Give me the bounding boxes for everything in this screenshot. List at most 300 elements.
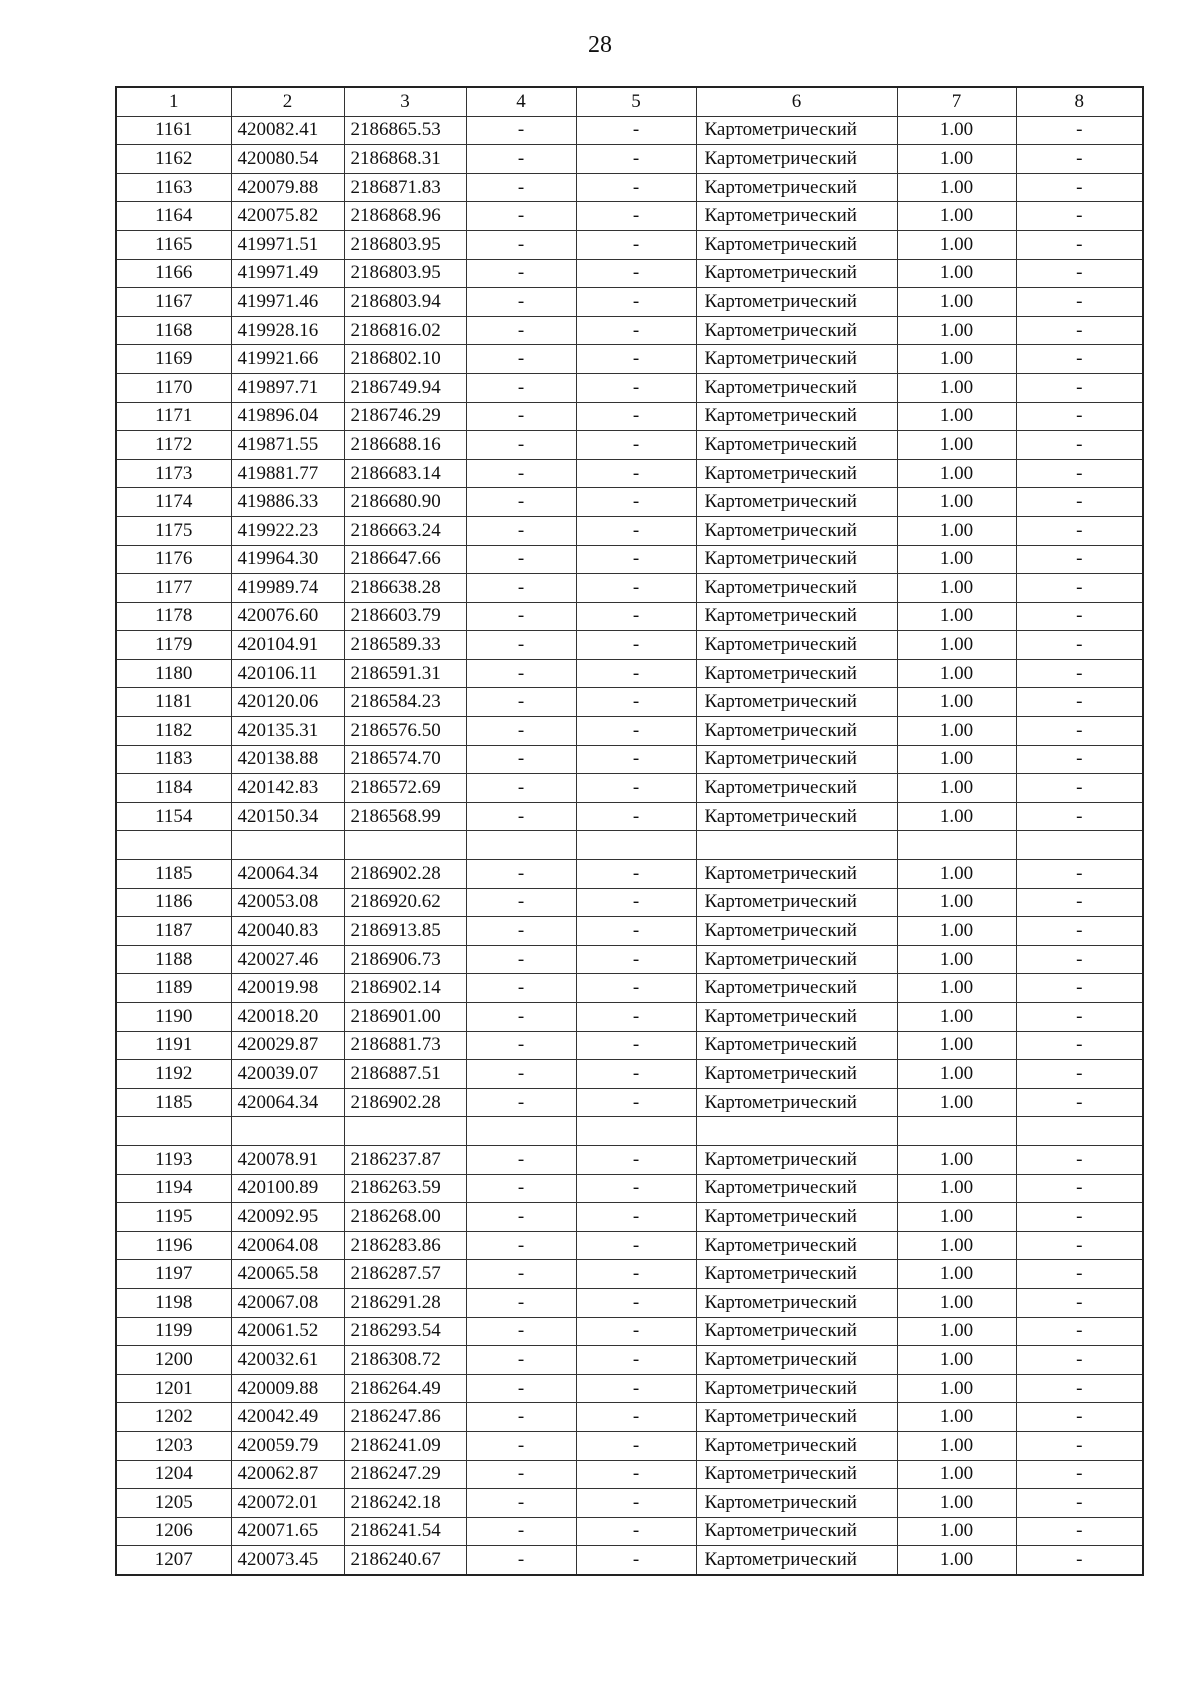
table-cell: 1.00 [897,888,1016,917]
table-cell: 1.00 [897,1031,1016,1060]
table-cell: - [1016,316,1143,345]
table-cell: 2186647.66 [344,545,466,574]
table-cell [1016,1117,1143,1146]
table-cell: 420042.49 [231,1403,344,1432]
table-cell: Картометрический [696,431,897,460]
table-cell: 420078.91 [231,1145,344,1174]
table-cell: - [576,545,696,574]
table-cell: Картометрический [696,1517,897,1546]
table-cell: 2186816.02 [344,316,466,345]
table-cell: 2186868.96 [344,202,466,231]
table-cell: Картометрический [696,1174,897,1203]
table-cell: 2186591.31 [344,659,466,688]
table-cell: - [466,974,576,1003]
table-cell: Картометрический [696,659,897,688]
table-cell: Картометрический [696,888,897,917]
table-cell: 419971.46 [231,288,344,317]
table-cell: 1201 [116,1374,231,1403]
column-header: 3 [344,87,466,116]
table-cell: - [1016,888,1143,917]
table-cell: Картометрический [696,459,897,488]
table-cell: - [1016,259,1143,288]
table-cell: - [576,1431,696,1460]
table-cell: 2186887.51 [344,1060,466,1089]
table-cell: 1.00 [897,373,1016,402]
table-row [116,1288,1143,1317]
column-header: 8 [1016,87,1143,116]
table-cell: 1.00 [897,1517,1016,1546]
table-cell: 1.00 [897,1403,1016,1432]
table-row [116,1003,1143,1032]
table-cell: 1.00 [897,1088,1016,1117]
table-cell: 420064.34 [231,1088,344,1117]
table-cell: 420032.61 [231,1346,344,1375]
table-cell: 2186584.23 [344,688,466,717]
table-cell: Картометрический [696,688,897,717]
table-cell: 419896.04 [231,402,344,431]
table-cell: 419989.74 [231,574,344,603]
table-cell: 1.00 [897,1346,1016,1375]
table-cell: - [466,717,576,746]
table-cell: - [1016,431,1143,460]
table-cell: 2186264.49 [344,1374,466,1403]
table-cell: 420040.83 [231,917,344,946]
table-cell: - [576,1374,696,1403]
table-row [116,1031,1143,1060]
table-row [116,373,1143,402]
table-row [116,688,1143,717]
table-cell: - [466,316,576,345]
table-cell: - [576,888,696,917]
table-cell: Картометрический [696,1317,897,1346]
table-cell: 1.00 [897,574,1016,603]
table-cell: - [576,288,696,317]
table-cell: - [1016,230,1143,259]
column-header: 7 [897,87,1016,116]
table-cell [576,1117,696,1146]
table-row [116,402,1143,431]
table-cell: 2186576.50 [344,717,466,746]
table-cell: 1193 [116,1145,231,1174]
table-cell: 420082.41 [231,116,344,145]
table-row [116,1317,1143,1346]
table-cell: Картометрический [696,488,897,517]
table-row [116,659,1143,688]
table-cell: - [1016,1203,1143,1232]
table-cell: 1.00 [897,516,1016,545]
table-cell: Картометрический [696,516,897,545]
table-cell: - [466,1317,576,1346]
table-cell: - [466,202,576,231]
table-cell: - [576,1231,696,1260]
table-cell: - [1016,459,1143,488]
table-cell: 420138.88 [231,745,344,774]
table-cell: - [1016,1231,1143,1260]
table-cell: - [466,860,576,889]
table-cell: - [466,745,576,774]
table-cell [231,1117,344,1146]
table-cell: - [466,1288,576,1317]
table-cell: - [1016,1546,1143,1575]
table-cell: 1171 [116,402,231,431]
table-row [116,602,1143,631]
table-row [116,145,1143,174]
table-row [116,1203,1143,1232]
table-cell: - [1016,1431,1143,1460]
table-cell: - [576,1145,696,1174]
table-cell: Картометрический [696,1260,897,1289]
table-cell: - [466,1203,576,1232]
table-cell: - [466,488,576,517]
table-cell [897,831,1016,860]
table-cell: - [576,373,696,402]
table-cell: 420079.88 [231,173,344,202]
table-cell: - [1016,545,1143,574]
table-cell: - [576,116,696,145]
table-cell: 1.00 [897,345,1016,374]
table-cell: - [576,1260,696,1289]
table-cell: 1195 [116,1203,231,1232]
table-cell: 2186572.69 [344,774,466,803]
table-cell: 2186902.14 [344,974,466,1003]
table-cell: Картометрический [696,316,897,345]
table-cell: 420080.54 [231,145,344,174]
table-cell: 420064.34 [231,860,344,889]
table-cell: - [1016,631,1143,660]
table-cell: - [1016,745,1143,774]
table-cell: - [1016,602,1143,631]
table-cell: 2186802.10 [344,345,466,374]
table-cell: 420061.52 [231,1317,344,1346]
table-cell: - [466,1088,576,1117]
column-header: 1 [116,87,231,116]
table-cell: 1207 [116,1546,231,1575]
table-cell: 1.00 [897,1431,1016,1460]
table-cell: - [1016,1003,1143,1032]
table-cell: 1173 [116,459,231,488]
table-row [116,888,1143,917]
table-cell: 419886.33 [231,488,344,517]
table-cell: 2186871.83 [344,173,466,202]
table-cell: - [576,917,696,946]
table-cell: - [466,1403,576,1432]
table-cell: - [576,402,696,431]
table-cell: - [576,1546,696,1575]
table-row [116,173,1143,202]
table-cell: 2186268.00 [344,1203,466,1232]
table-cell: 1154 [116,802,231,831]
table-cell: 420104.91 [231,631,344,660]
table-cell: - [1016,1489,1143,1518]
table-row [116,745,1143,774]
table-cell: 1.00 [897,1203,1016,1232]
table-cell: 1.00 [897,459,1016,488]
table-cell: 1.00 [897,402,1016,431]
table-row [116,802,1143,831]
table-cell: - [576,602,696,631]
table-spacer-row [116,1117,1143,1146]
table-cell: 2186589.33 [344,631,466,660]
table-cell: Картометрический [696,1374,897,1403]
table-cell: - [576,802,696,831]
table-cell: - [1016,202,1143,231]
table-cell: - [576,1317,696,1346]
table-cell: 1168 [116,316,231,345]
table-cell: - [576,431,696,460]
table-cell: 419921.66 [231,345,344,374]
table-cell: 1172 [116,431,231,460]
table-cell: 1203 [116,1431,231,1460]
table-cell: Картометрический [696,1403,897,1432]
table-cell: Картометрический [696,945,897,974]
table-cell: 2186865.53 [344,116,466,145]
table-cell: 420009.88 [231,1374,344,1403]
table-cell: - [576,688,696,717]
table-cell: 1.00 [897,230,1016,259]
table-cell: - [576,516,696,545]
table-cell [696,1117,897,1146]
table-cell: - [466,402,576,431]
table-cell: - [466,516,576,545]
table-cell: Картометрический [696,230,897,259]
table-cell: 2186881.73 [344,1031,466,1060]
table-cell [466,1117,576,1146]
table-cell: - [466,459,576,488]
table-cell: 1.00 [897,717,1016,746]
table-header-row [116,87,1143,116]
table-cell: 420067.08 [231,1288,344,1317]
table-cell: - [576,1060,696,1089]
table-cell: - [466,288,576,317]
table-cell: 420039.07 [231,1060,344,1089]
table-cell: - [466,574,576,603]
table-cell: 1166 [116,259,231,288]
table-cell: 1.00 [897,1145,1016,1174]
table-cell: 1185 [116,1088,231,1117]
table-cell: - [1016,1288,1143,1317]
table-cell: 1194 [116,1174,231,1203]
table-cell: 1198 [116,1288,231,1317]
table-cell: Картометрический [696,373,897,402]
table-cell: - [576,631,696,660]
table-row [116,574,1143,603]
table-cell: 1184 [116,774,231,803]
table-cell: - [576,774,696,803]
table-cell: 2186237.87 [344,1145,466,1174]
table-cell: 420062.87 [231,1460,344,1489]
table-cell: - [576,202,696,231]
table-cell: 2186291.28 [344,1288,466,1317]
table-cell: - [576,1489,696,1518]
table-cell: - [1016,288,1143,317]
table-cell [1016,831,1143,860]
table-cell: - [576,717,696,746]
table-cell: 1.00 [897,173,1016,202]
table-cell: 2186663.24 [344,516,466,545]
column-header: 2 [231,87,344,116]
table-cell: - [466,1517,576,1546]
table-cell: 1.00 [897,1460,1016,1489]
table-row [116,1231,1143,1260]
table-cell: 1.00 [897,1060,1016,1089]
table-cell: - [576,1288,696,1317]
table-cell: 419871.55 [231,431,344,460]
table-cell: 1.00 [897,860,1016,889]
table-cell [576,831,696,860]
table-row [116,1088,1143,1117]
table-cell [344,1117,466,1146]
table-cell: 1196 [116,1231,231,1260]
table-cell: 1.00 [897,802,1016,831]
table-cell [344,831,466,860]
table-row [116,202,1143,231]
table-cell: 1187 [116,917,231,946]
table-cell: 1.00 [897,545,1016,574]
table-cell: 2186308.72 [344,1346,466,1375]
table-cell: - [1016,1374,1143,1403]
table-cell: - [576,1203,696,1232]
table-cell: 1.00 [897,288,1016,317]
column-header: 4 [466,87,576,116]
table-cell: - [576,1403,696,1432]
table-cell: 2186901.00 [344,1003,466,1032]
table-cell: 1.00 [897,202,1016,231]
table-cell: - [466,602,576,631]
table-cell: Картометрический [696,345,897,374]
table-row [116,259,1143,288]
table-cell: 1206 [116,1517,231,1546]
table-cell: - [1016,1460,1143,1489]
table-row [116,1374,1143,1403]
table-cell: 2186240.67 [344,1546,466,1575]
table-cell: 2186287.57 [344,1260,466,1289]
table-cell: Картометрический [696,1489,897,1518]
table-row [116,116,1143,145]
table-cell: Картометрический [696,802,897,831]
table-row [116,974,1143,1003]
table-cell: - [576,488,696,517]
table-cell: 1.00 [897,1174,1016,1203]
table-cell: - [576,659,696,688]
table-cell: - [1016,1260,1143,1289]
table-cell: - [1016,774,1143,803]
table-cell: - [1016,1517,1143,1546]
table-cell: 2186247.86 [344,1403,466,1432]
table-cell: 1162 [116,145,231,174]
column-header: 5 [576,87,696,116]
table-cell: - [1016,402,1143,431]
table-cell: - [466,631,576,660]
table-cell: - [576,1174,696,1203]
table-cell: 1181 [116,688,231,717]
table-cell: 419964.30 [231,545,344,574]
table-cell [466,831,576,860]
table-cell: - [576,259,696,288]
table-cell: 2186913.85 [344,917,466,946]
table-cell: Картометрический [696,1288,897,1317]
table-row [116,288,1143,317]
table-cell: Картометрический [696,1346,897,1375]
table-row [116,1145,1143,1174]
table-cell [696,831,897,860]
table-cell: 1180 [116,659,231,688]
table-cell: 1165 [116,230,231,259]
table-cell: Картометрический [696,288,897,317]
table-cell: - [466,1231,576,1260]
table-cell: - [576,745,696,774]
table-cell: - [1016,917,1143,946]
table-cell: 1186 [116,888,231,917]
table-row [116,488,1143,517]
table-cell: 2186680.90 [344,488,466,517]
table-cell: - [1016,145,1143,174]
table-cell: - [466,1431,576,1460]
table-cell [231,831,344,860]
table-cell: 2186574.70 [344,745,466,774]
table-cell: 1.00 [897,917,1016,946]
table-cell: - [1016,945,1143,974]
table-spacer-row [116,831,1143,860]
table-cell: - [466,1460,576,1489]
table-cell: - [1016,1088,1143,1117]
table-cell: 420018.20 [231,1003,344,1032]
table-cell: 1.00 [897,259,1016,288]
table-row [116,860,1143,889]
table-body [116,116,1143,1575]
table-cell: 1167 [116,288,231,317]
table-cell: - [1016,173,1143,202]
table-cell: Картометрический [696,917,897,946]
table-cell: 1176 [116,545,231,574]
table-cell: 420073.45 [231,1546,344,1575]
table-cell: - [1016,802,1143,831]
table-cell: 2186683.14 [344,459,466,488]
table-cell: 420076.60 [231,602,344,631]
table-cell: 1178 [116,602,231,631]
table-cell: - [466,688,576,717]
table-cell: 1.00 [897,1003,1016,1032]
table-cell: 1163 [116,173,231,202]
table-row [116,1060,1143,1089]
table-cell: - [1016,688,1143,717]
table-cell: - [576,1346,696,1375]
table-cell: Картометрический [696,1145,897,1174]
table-cell: - [1016,974,1143,1003]
table-cell: - [1016,717,1143,746]
page-number: 28 [588,32,612,58]
table-cell: - [1016,345,1143,374]
table-cell: - [1016,516,1143,545]
table-cell [116,1117,231,1146]
table-cell: - [466,659,576,688]
table-cell: 1.00 [897,316,1016,345]
table-cell: - [466,431,576,460]
table-cell: - [466,145,576,174]
table-cell: - [1016,1145,1143,1174]
table-cell: - [576,145,696,174]
table-cell: Картометрический [696,545,897,574]
table-cell: 1169 [116,345,231,374]
table-cell: - [1016,1060,1143,1089]
table-cell: 2186241.54 [344,1517,466,1546]
table-cell: Картометрический [696,745,897,774]
table-cell: - [466,1145,576,1174]
table-cell: 1.00 [897,488,1016,517]
table-cell: - [466,230,576,259]
table-cell: - [466,1346,576,1375]
table-cell: 2186906.73 [344,945,466,974]
table-cell: 1.00 [897,1546,1016,1575]
